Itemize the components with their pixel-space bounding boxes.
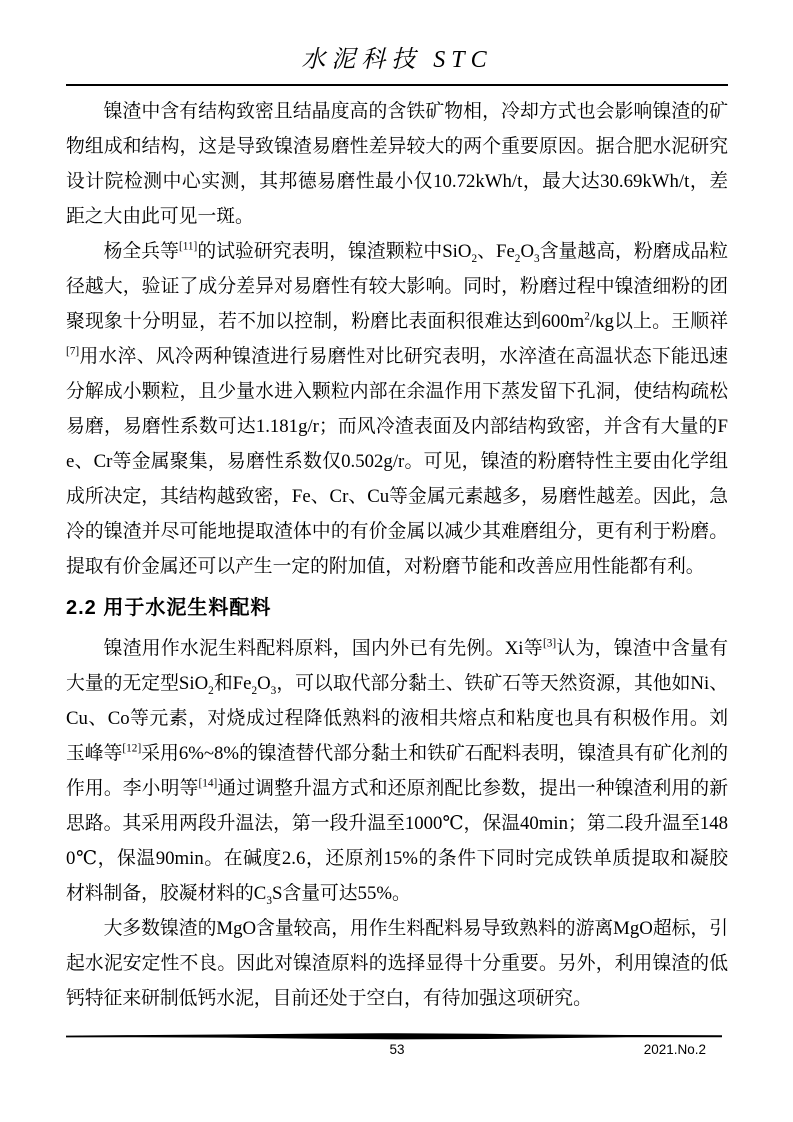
paragraph-grindability-studies: 杨全兵等[11]的试验研究表明，镍渣颗粒中SiO$_2$、$Fe_2O_3$含量越高，粉磨成品粒径越大，验证了成分差异对易磨性有较大影响。同时，粉磨过程中镍渣细粉的团聚现象十分明显，若不加以控制，粉磨比表面积很难达到$600m^2/kg$以上。王顺祥[7]用水淬、风冷两种镍渣进行易磨性对比研究表明，水淬渣在高温状态下能迅速分解成小颗粒，且少量水进入颗粒内部在余温作用下蒸发留下孔洞，使结构疏松易磨，易磨性系数可达1.181g/r；而风冷渣表面及内部结构致密，并含有大量的Fe、Cr等金属聚集，易磨性系数仅0.502g/r。可见，镍渣的粉磨特性主要由化学组成所决定，其结构越致密，Fe、Cr、Cu等金属元素越多，易磨性越差。因此，急冷的镍渣并尽可能地提取渣体中的有价金属以减少其难磨组分，更有利于粉磨。提取有价金属还可以产生一定的附加值，对粉磨节能和改善应用性能都有利。 [66,240,729,577]
page-content [66,42,728,1016]
page-footer [66,1032,728,1062]
journal-title: 水泥科技 STC [66,42,728,86]
paragraph-raw-meal-use: 镍渣用作水泥生料配料原料，国内外已有先例。Xi等[3]认为，镍渣中含量有大量的无定型SiO$_2$和$Fe_2O_3$，可以取代部分黏土、铁矿石等天然资源，其他如Ni、Cu、Co等元素，对烧成过程降低熟料的液相共熔点和粘度也具有积极作用。刘玉峰等[12]采用6%~8%的镍渣替代部分黏土和铁矿石配料表明，镍渣具有矿化剂的作用。李小明等[14]通过调整升温方式和还原剂配比参数，提出一种镍渣利用的新思路。其采用两段升温法，第一段升温至1000℃，保温40min；第二段升温至1480℃，保温90min。在碱度2.6，还原剂15%的条件下同时完成铁单质提取和凝胶材料制备，胶凝材料的$C_3S$含量可达55%。 [66,637,729,907]
footer-row [66,1042,728,1062]
issue-label: 2021.No.2 [643,1042,706,1057]
footer-rule [66,1032,722,1041]
section-heading-2-2: 2.2 用于水泥生料配料 [66,597,272,619]
paragraph-mgo-caution: 大多数镍渣的MgO含量较高，用作生料配料易导致熟料的游离MgO超标，引起水泥安定性不良。因此对镍渣原料的选择显得十分重要。另外，利用镍渣的低钙特征来研制低钙水泥，目前还处于空白，有待加强这项研究。 [66,918,728,1009]
page-number: 53 [389,1042,405,1057]
paragraph-grindability-intro: 镍渣中含有结构致密且结晶度高的含铁矿物相，冷却方式也会影响镍渣的矿物组成和结构，这是导致镍渣易磨性差异较大的两个重要原因。据合肥水泥研究设计院检测中心实测，其邦德易磨性最小仅10.72kWh/t，最大达30.69kWh/t，差距之大由此可见一斑。 [66,101,728,227]
